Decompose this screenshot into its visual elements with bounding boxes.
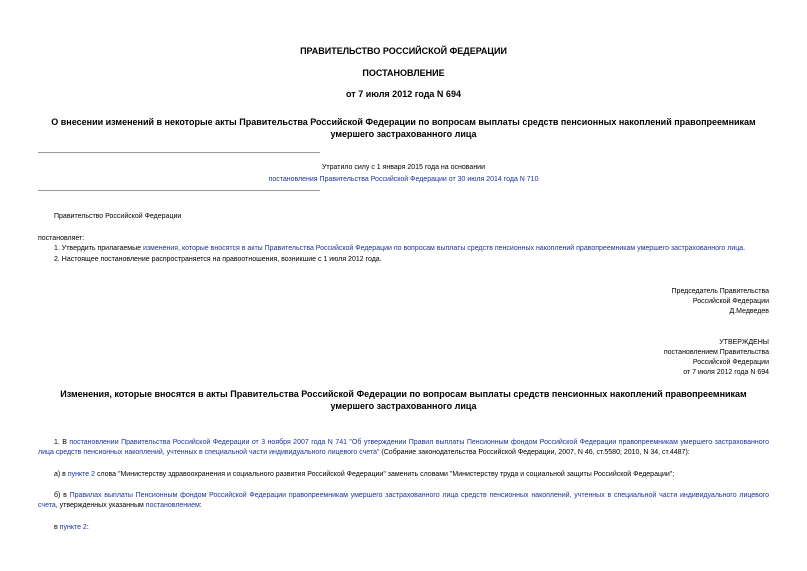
preamble: Правительство Российской Федерации: [54, 213, 182, 220]
note-bottom-divider: [38, 190, 320, 191]
paragraph-1: [38, 438, 769, 458]
document-date-number: от 7 июля 2012 года N 694: [346, 89, 461, 99]
government-heading: ПРАВИТЕЛЬСТВО РОССИЙСКОЙ ФЕДЕРАЦИИ: [300, 46, 507, 56]
subparagraph-b-mid: , утвержденных указанным: [55, 502, 146, 509]
note-top-divider: [38, 152, 320, 153]
subparagraph-b-end: :: [199, 502, 202, 509]
signature-name: Д.Медведев: [729, 308, 769, 315]
approved-line-2: постановлением Правительства: [663, 349, 769, 356]
signature-position: Председатель Правительства: [671, 288, 769, 295]
decrees-word: постановляет:: [38, 235, 85, 242]
document-title: О внесении изменений в некоторые акты Правительства Российской Федерации по вопросам выплаты средств пенсионных накоплений правопреемникам умершего застрахованного лица: [51, 117, 756, 139]
resolution-741-link[interactable]: постановлении Правительства Российской Федерации от 3 ноября 2007 года N 741 "Об утверждении Правил выплаты Пенсионным фондом Российской Федерации правопреемникам умершего застрахованного лица средств пенсионных накоплений, учтенных в специальной части индивидуального лицевого счета": [38, 439, 769, 456]
approved-heading: УТВЕРЖДЕНЫ: [719, 339, 769, 346]
subparagraph-a-start: а) в: [54, 471, 68, 478]
paragraph-1-start: 1. В: [54, 439, 70, 446]
item-1: [54, 244, 794, 254]
approved-line-3: Российской Федерации: [692, 359, 769, 366]
point-2-link[interactable]: пункте 2: [67, 471, 95, 478]
subparagraph-c-end: :: [86, 524, 89, 531]
subparagraph-b: [38, 491, 769, 511]
subparagraph-a-end: слова "Министерству здравоохранения и социального развития Российской Федерации" заменить словами "Министерству труда и социальной защиты Российской Федерации";: [95, 471, 675, 478]
changes-title: Изменения, которые вносятся в акты Правительства Российской Федерации по вопросам выплаты средств пенсионных накоплений правопреемникам умершего застрахованного лица: [60, 389, 747, 411]
item-1-text: 1. Утвердить прилагаемые: [54, 245, 143, 252]
subparagraph-c-start: в: [54, 524, 60, 531]
changes-link[interactable]: изменения, которые вносятся в акты Правительства Российской Федерации по вопросам выплаты средств пенсионных накоплений правопреемникам умершего застрахованного лица: [142, 245, 744, 252]
item-2: 2. Настоящее постановление распространяется на правоотношения, возникшие с 1 июля 2012 года.: [54, 256, 382, 263]
subparagraph-c: [54, 523, 89, 533]
rules-link[interactable]: Правилах выплаты Пенсионным фондом Российской Федерации правопреемникам умершего застрахованного лица средств пенсионных накоплений, учтенных в специальной части индивидуального лицевого счета: [38, 492, 770, 509]
paragraph-1-end: (Собрание законодательства Российской Федерации, 2007, N 46, ст.5580; 2010, N 34, ст.4487):: [379, 449, 690, 456]
point-2-rules-link[interactable]: пункте 2: [59, 524, 87, 531]
repeal-note: Утратило силу с 1 января 2015 года на основании: [321, 164, 486, 171]
subparagraph-b-start: б) в: [54, 492, 70, 499]
resolution-link[interactable]: постановлением: [145, 502, 200, 509]
subparagraph-a: [54, 470, 774, 480]
repeal-note-link[interactable]: постановления Правительства Российской Федерации от 30 июля 2014 года N 710: [268, 176, 539, 183]
item-1-end: .: [743, 245, 746, 252]
signature-org: Российской Федерации: [692, 298, 769, 305]
approved-line-4: от 7 июля 2012 года N 694: [683, 369, 769, 376]
document-type: ПОСТАНОВЛЕНИЕ: [362, 68, 445, 78]
